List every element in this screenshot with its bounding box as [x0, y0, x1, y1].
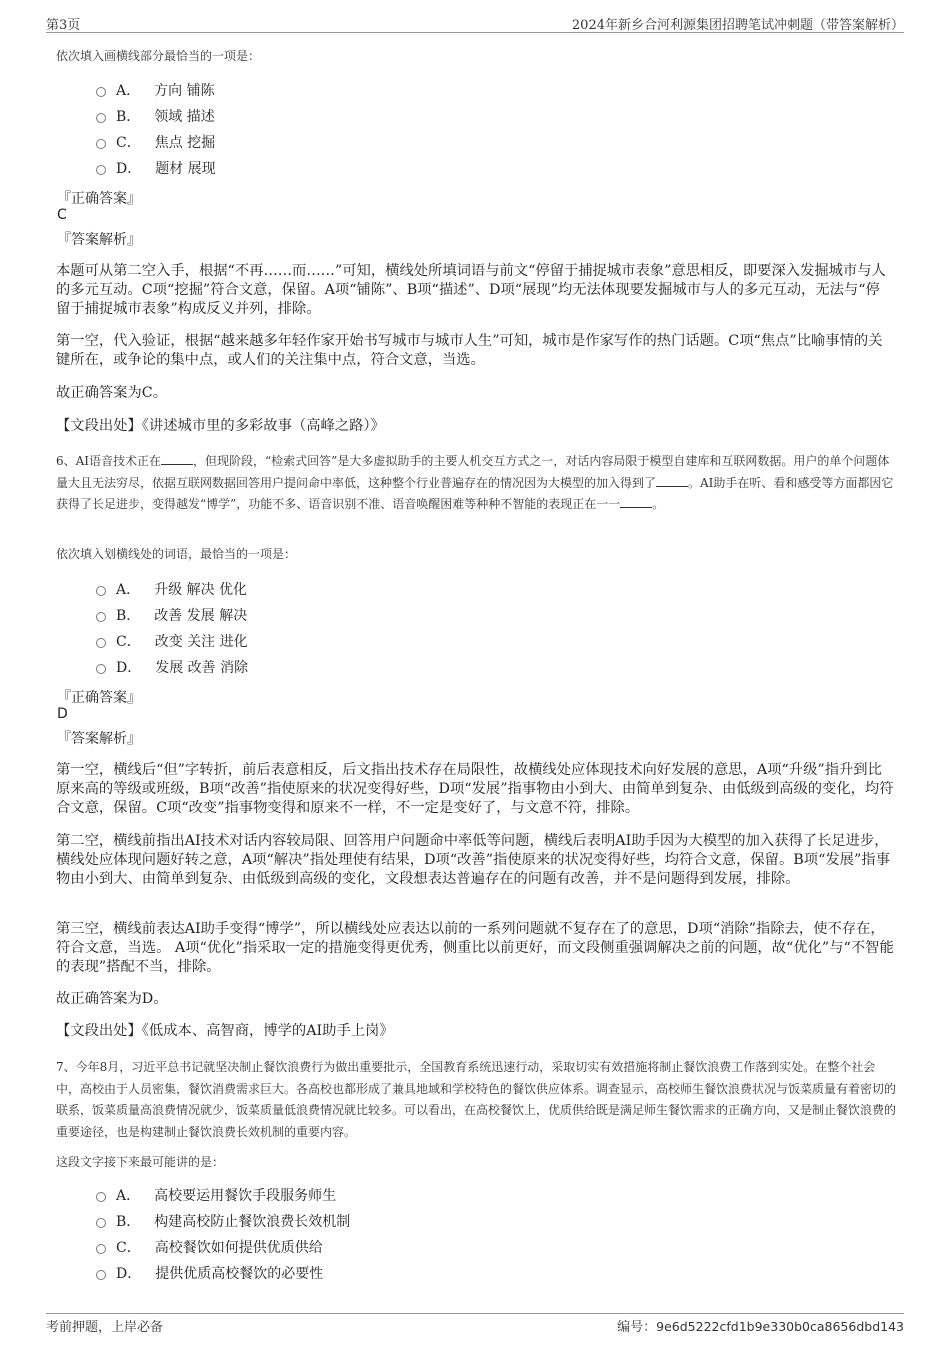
q6-analysis-p2: 第二空，横线前指出AI技术对话内容较局限、回答用户问题命中率低等问题，横线后表明AI助手因为大模型的加入获得了长足进步，横线处应体现问题好转之意，A项“解决”指处理使有结果，D项“改善”指使原来的状况变得好些，均符合文意，保留。B项“发展”指事物由小到大、由简单到复杂、由低级到高级的变化，文段想表达普遍存在的问题有改善，并不是问题得到发展，排除。 — [56, 833, 890, 887]
radio-icon[interactable] — [96, 87, 106, 97]
q5-answer: C — [57, 207, 67, 223]
q6-option-a[interactable]: A． 升级 解决 优化 — [96, 577, 248, 603]
q5-options — [96, 78, 216, 182]
q6-source: 【文段出处】《低成本、高智商，博学的AI助手上岗》 — [56, 1023, 394, 1039]
q7-option-d[interactable]: D． 提供优质高校餐饮的必要性 — [96, 1261, 350, 1287]
q7-options — [96, 1183, 350, 1287]
q6-answer: D — [57, 706, 68, 722]
answer-blank[interactable] — [620, 495, 652, 508]
q6-option-c[interactable]: C． 改变 关注 进化 — [96, 629, 248, 655]
q5-analysis-p1: 本题可从第二空入手，根据“不再……而……”可知，横线处所填词语与前文“停留于捕捉城市表象”意思相反，即要深入发掘城市与人的多元互动。C项“挖掘”符合文意，保留。A项“铺陈”、B项“描述”、D项“展现”均无法体现要发掘城市与人的多元互动，无法与“停留于捕捉城市表象”构成反义并列，排除。 — [56, 263, 886, 317]
radio-icon[interactable] — [96, 1270, 106, 1280]
radio-icon[interactable] — [96, 664, 106, 674]
q6-analysis-label: 『答案解析』 — [57, 731, 141, 747]
q7-option-a[interactable]: A． 高校要运用餐饮手段服务师生 — [96, 1183, 350, 1209]
page-header — [46, 14, 904, 33]
page-number: 第3页 — [46, 18, 81, 33]
q5-analysis-p3: 故正确答案为C。 — [56, 385, 168, 401]
q7-option-b[interactable]: B． 构建高校防止餐饮浪费长效机制 — [96, 1209, 350, 1235]
radio-icon[interactable] — [96, 612, 106, 622]
q5-option-d[interactable]: D． 题材 展现 — [96, 156, 216, 182]
q6-analysis-p3: 第三空，横线前表达AI助手变得“博学”，所以横线处应表达以前的一系列问题就不复存在了的意思，D项“消除”指除去，使不存在，符合文意，当选。 A项“优化”指采取一定的措施变得更优秀，侧重比以前更好，而文段侧重强调解决之前的问题，故“优化”与“不智能的表现”搭配不当，排除。 — [56, 921, 894, 975]
q5-source: 【文段出处】《讲述城市里的多彩故事（高峰之路）》 — [56, 418, 385, 434]
q5-analysis-label: 『答案解析』 — [57, 232, 141, 248]
q6-answer-label: 『正确答案』 — [57, 690, 141, 706]
q7-prompt: 这段文字接下来最可能讲的是： — [56, 1155, 225, 1169]
q6-option-b[interactable]: B． 改善 发展 解决 — [96, 603, 248, 629]
q5-analysis-p2: 第一空，代入验证，根据“越来越多年轻作家开始书写城市与城市人生”可知，城市是作家写作的热门话题。C项“焦点”比喻事情的关键所在，或争论的集中点，或人们的关注集中点，符合文意，当选。 — [56, 333, 883, 368]
answer-blank[interactable] — [161, 452, 193, 465]
q5-answer-label: 『正确答案』 — [57, 191, 141, 207]
radio-icon[interactable] — [96, 1244, 106, 1254]
radio-icon[interactable] — [96, 638, 106, 648]
radio-icon[interactable] — [96, 165, 106, 175]
q5-prompt: 依次填入画横线部分最恰当的一项是： — [56, 49, 261, 63]
footer-code: 编号：9e6d5222cfd1b9e330b0ca8656dbd143 — [617, 1319, 904, 1335]
q5-option-c[interactable]: C． 焦点 挖掘 — [96, 130, 216, 156]
q6-prompt: 依次填入划横线处的词语，最恰当的一项是： — [56, 547, 297, 561]
page-footer — [46, 1313, 904, 1338]
q6-analysis-p1: 第一空，横线后“但”字转折，前后表意相反，后文指出技术存在局限性，故横线处应体现技术向好发展的意思，A项“升级”指升到比原来高的等级或班级，B项“改善”指使原来的状况变得好些，D项“发展”指事物由小到大、由简单到复杂、由低级到高级的变化，均符合文意，保留。C项“改变”指事物变得和原来不一样，不一定是变好了，与文意不符，排除。 — [56, 762, 894, 816]
answer-blank[interactable] — [656, 474, 688, 487]
footer-slogan: 考前押题，上岸必备 — [46, 1320, 164, 1335]
q6-options — [96, 577, 248, 681]
q5-option-b[interactable]: B． 领域 描述 — [96, 104, 216, 130]
document-title: 2024年新乡合河利源集团招聘笔试冲刺题（带答案解析） — [571, 18, 904, 33]
radio-icon[interactable] — [96, 139, 106, 149]
q6-question-text: 6、AI语音技术正在 ，但现阶段，“检索式回答”是大多虚拟助手的主要人机交互方式之一，对话内容局限于模型自建库和互联网数据。用户的单个问题体量大且无法穷尽，依据互联网数据回答用户提问命中率低，这种整个行业普遍存在的情况因为大模型的加入得到了 。AI助手在听、看和感受等方面都因它获得了长足进步，变得越发“博学”，功能不多、语音识别不准、语音唤醒困难等种种不智能的表现正在一一 。 — [56, 454, 894, 511]
q7-option-c[interactable]: C． 高校餐饮如何提供优质供给 — [96, 1235, 350, 1261]
radio-icon[interactable] — [96, 1218, 106, 1228]
q7-question-text: 7、今年8月，习近平总书记就坚决制止餐饮浪费行为做出重要批示，全国教育系统迅速行动，采取切实有效措施将制止餐饮浪费工作落到实处。在整个社会中，高校由于人员密集，餐饮消费需求巨大。各高校也都形成了兼具地域和学校特色的餐饮供应体系。调查显示，高校师生餐饮浪费状况与饭菜质量有着密切的联系，饭菜质量高浪费情况就少，饭菜质量低浪费情况就比较多。可以看出，在高校餐饮上，优质供给既是满足师生餐饮需求的正确方向，又是制止餐饮浪费的重要途径，也是构建制止餐饮浪费长效机制的重要内容。 — [56, 1060, 897, 1139]
q6-analysis-p4: 故正确答案为D。 — [56, 991, 168, 1007]
radio-icon[interactable] — [96, 1192, 106, 1202]
q6-option-d[interactable]: D． 发展 改善 消除 — [96, 655, 248, 681]
radio-icon[interactable] — [96, 113, 106, 123]
radio-icon[interactable] — [96, 586, 106, 596]
q5-option-a[interactable]: A． 方向 铺陈 — [96, 78, 216, 104]
